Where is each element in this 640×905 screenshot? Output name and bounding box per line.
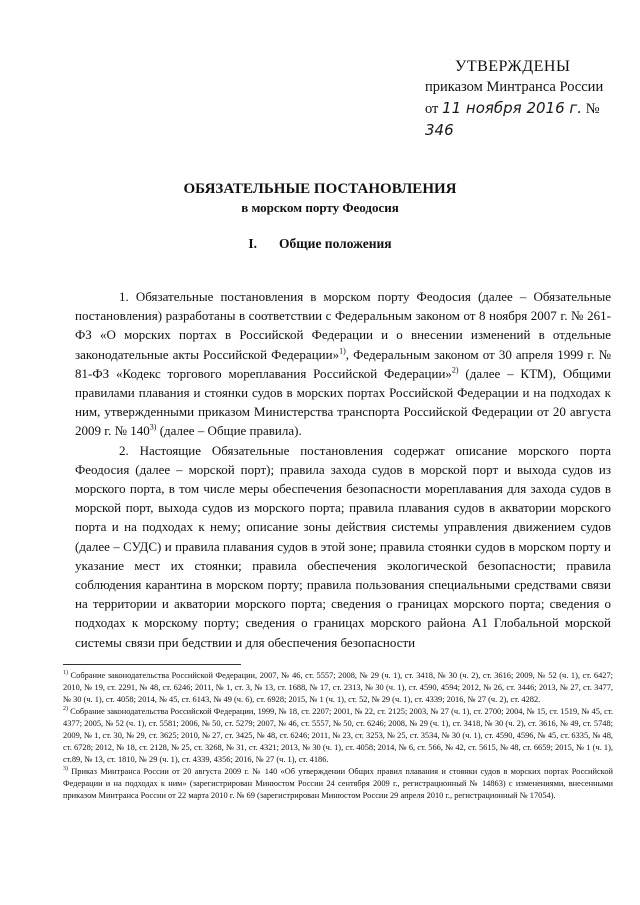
approval-order-line: приказом Минтранса России xyxy=(425,79,604,95)
document-title: ОБЯЗАТЕЛЬНЫЕ ПОСТАНОВЛЕНИЯ xyxy=(183,181,457,197)
from-label: от xyxy=(425,101,439,117)
paragraph-1-text-b: , Федеральным законом от 30 апреля 1999 г. № 81-ФЗ «Кодекс торгового мореплавания Российской Федерации» xyxy=(75,346,611,381)
footnote-ref-3: 3) xyxy=(149,423,157,433)
approval-date-line xyxy=(425,98,625,142)
paragraph-1-text-a: 1. Обязательные постановления в морском порту Феодосия (далее – Обязательные постановления) разработаны в соответствии с Федеральным законом от 8 ноября 2007 г. № 261-ФЗ «О морских портах в Российской Федерации и о внесении изменений в отдельные законодательные акты Российской Федерации» xyxy=(75,289,611,362)
approval-heading: УТВЕРЖДЕНЫ xyxy=(455,58,571,75)
footnote-ref-1: 1) xyxy=(339,346,346,356)
paragraph-2: 2. Настоящие Обязательные постановления содержат описание морского порта Феодосия (далее – морской порт); правила захода судов в морской порт и выхода судов из морского порта, в том числе меры обеспечения безопасности мореплавания для захода судов в морской порт, выхода судов из морского порта; правила плавания судов в акватории морского порта и на подходах к нему; описание зоны действия системы управления движением судов (далее – СУДС) и правила плавания судов в этой зоне; правила стоянки судов в морском порту и указание мест их стоянки; правила обеспечения экологической безопасности; правила соблюдения карантина в морском порту; правила пользования специальными средствами связи на территории и акватории морского порта; сведения о границах морского порта; сведения о подходах к морскому порту; сведения о границах морского района А1 Глобальной морской системы связи при бедствии и для обеспечения безопасности xyxy=(75,442,611,650)
footnote-1-mark: 1) xyxy=(63,670,68,677)
section-number: I. xyxy=(248,236,258,251)
footnote-3-mark: 3) xyxy=(63,766,68,773)
approval-block xyxy=(425,56,625,142)
footnote-2-mark: 2) xyxy=(63,706,68,713)
footnote-divider xyxy=(63,664,241,665)
paragraph-1 xyxy=(75,287,611,441)
footnotes xyxy=(63,670,613,802)
handwritten-number: 346 xyxy=(425,121,454,139)
footnote-2-text: Собрание законодательства Российской Федерации, 1999, № 18, ст. 2207; 2001, № 22, ст. 2125; 2003, № 27 (ч. 1), ст. 2700; 2004, № 15, ст. 1519, № 45, ст. 4377; 2005, № 52 (ч. 1), ст. 5581; 2006, № 50, ст. 5279; 2007, № 46, ст. 5557, № 50, ст. 6246; 2008, № 29 (ч. 1), ст. 3418, № 30 (ч. 2), ст. 3616, № 49, ст. 5748; 2009, № 1, ст. 30, № 29, ст. 3625; 2010, № 27, ст. 3425, № 48, ст. 6246; 2011, № 23, ст. 3253, № 25, ст. 3534, № 30 (ч. 1), ст. 4590, 4596, № 45, ст. 6335, № 48, ст. 6728; 2012, № 18, ст. 2128, № 25, ст. 3268, № 31, ст. 4321; 2013, № 30 (ч. 1), ст. 4058; 2014, № 6, ст. 566, № 42, ст. 5615, № 48, ст. 6659; 2015, № 1 (ч. 1), ст.89, № 13, ст. 1810, № 29 (ч. 1), ст. 4339, 4356; 2016, № 27 (ч. 1), ст. 4186. xyxy=(63,707,613,764)
footnote-ref-2: 2) xyxy=(451,365,459,375)
handwritten-date: 11 ноября 2016 г. xyxy=(442,99,583,117)
number-label: № xyxy=(585,101,600,117)
footnote-1 xyxy=(63,670,613,706)
document-body xyxy=(75,287,611,652)
document-subtitle: в морском порту Феодосия xyxy=(241,200,399,215)
footnote-3-text: Приказ Минтранса России от 20 августа 2009 г. № 140 «Об утверждении Общих правил плавания и стоянки судов в морских портах Российской Федерации и на подходах к ним» (зарегистрирован Минюстом России 24 сентября 2009 г., регистрационный № 14863) с изменениями, внесенными приказом Минтранса России от 22 марта 2010 г. № 69 (зарегистрирован Минюстом России 29 апреля 2010 г., регистрационный № 17054). xyxy=(63,767,613,800)
footnote-1-text: Собрание законодательства Российской Федерации, 2007, № 46, ст. 5557; 2008, № 29 (ч. 1), ст. 3418, № 30 (ч. 2), ст. 3616; 2009, № 52 (ч. 1), ст. 6427; 2010, № 19, ст. 2291, № 48, ст. 6246; 2011, № 1, ст. 3, № 13, ст. 1688, № 17, ст. 2313, № 30 (ч. 1), ст. 4590, 4594; 2012, № 26, ст. 3446; 2013, № 27, ст. 3477, № 30 (ч. 1), ст. 4058; 2014, № 45, ст. 6143, № 49 (ч. 6), ст. 6928; 2015, № 1 (ч. 1), ст. 52, № 29 (ч. 1), ст. 4339; 2016, № 27 (ч. 2), ст. 4282. xyxy=(63,671,613,704)
paragraph-1-text-d: (далее – Общие правила). xyxy=(156,423,302,439)
footnote-2 xyxy=(63,706,613,766)
paragraph-1-text-c: (далее – КТМ), Общими правилами плавания и стоянки судов в морских портах Российской Федерации и на подходах к ним, утвержденными приказом Министерства транспорта Российской Федерации от 20 августа 2009 г. № 140 xyxy=(75,365,611,439)
section-title: Общие положения xyxy=(279,236,392,251)
section-heading xyxy=(0,236,640,252)
footnote-3 xyxy=(63,766,613,802)
